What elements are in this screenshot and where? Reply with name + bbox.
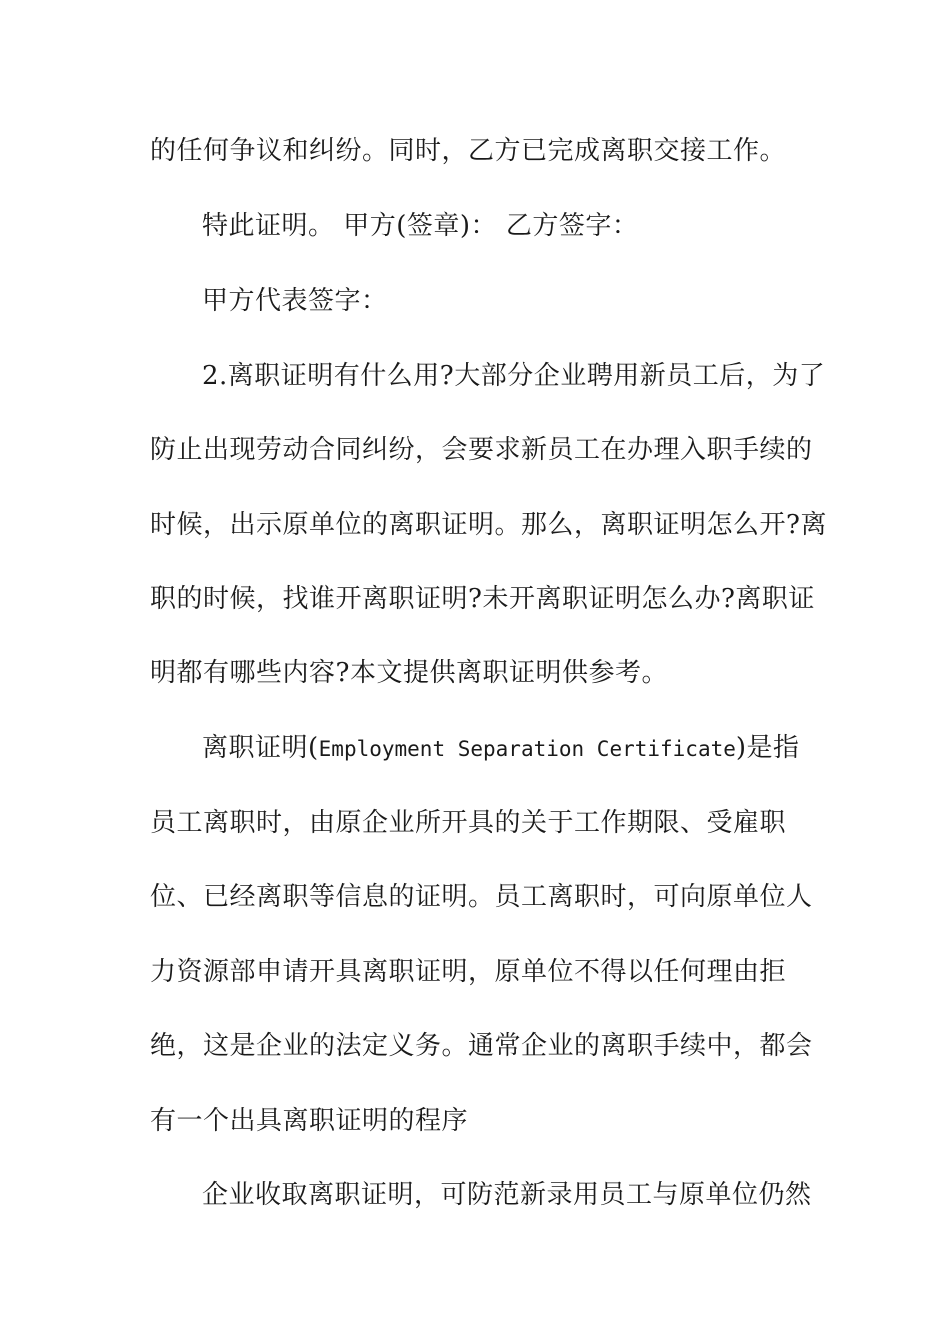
paragraph-line: 时候，出示原单位的离职证明。那么，离职证明怎么开?离 (150, 510, 827, 540)
paragraph-line: 有一个出具离职证明的程序 (150, 1106, 469, 1136)
paragraph-line: 防止出现劳动合同纠纷，会要求新员工在办理入职手续的 (150, 435, 813, 465)
definition-english-term: Employment Separation Certificate (318, 737, 736, 761)
paragraph-line: 位、已经离职等信息的证明。员工离职时，可向原单位人 (150, 882, 813, 912)
paragraph-line: 员工离职时，由原企业所开具的关于工作期限、受雇职 (150, 808, 787, 838)
definition-prefix: 离职证明( (202, 733, 319, 763)
representative-signature-line: 甲方代表签字： (202, 286, 388, 316)
definition-line (202, 731, 800, 766)
paragraph-line: 职的时候，找谁开离职证明?未开离职证明怎么办?离职证 (150, 584, 815, 614)
paragraph-line: 绝，这是企业的法定义务。通常企业的离职手续中，都会 (150, 1031, 813, 1061)
section-heading-line: 2.离职证明有什么用?大部分企业聘用新员工后，为了 (202, 361, 826, 391)
paragraph-line: 力资源部申请开具离职证明，原单位不得以任何理由拒 (150, 957, 787, 987)
paragraph-line: 明都有哪些内容?本文提供离职证明供参考。 (150, 658, 668, 688)
paragraph-line: 的任何争议和纠纷。同时，乙方已完成离职交接工作。 (150, 136, 787, 166)
paragraph-line: 企业收取离职证明，可防范新录用员工与原单位仍然 (202, 1180, 812, 1210)
signature-line: 特此证明。 甲方(签章)： 乙方签字： (202, 211, 639, 241)
definition-suffix: )是指 (735, 733, 800, 763)
